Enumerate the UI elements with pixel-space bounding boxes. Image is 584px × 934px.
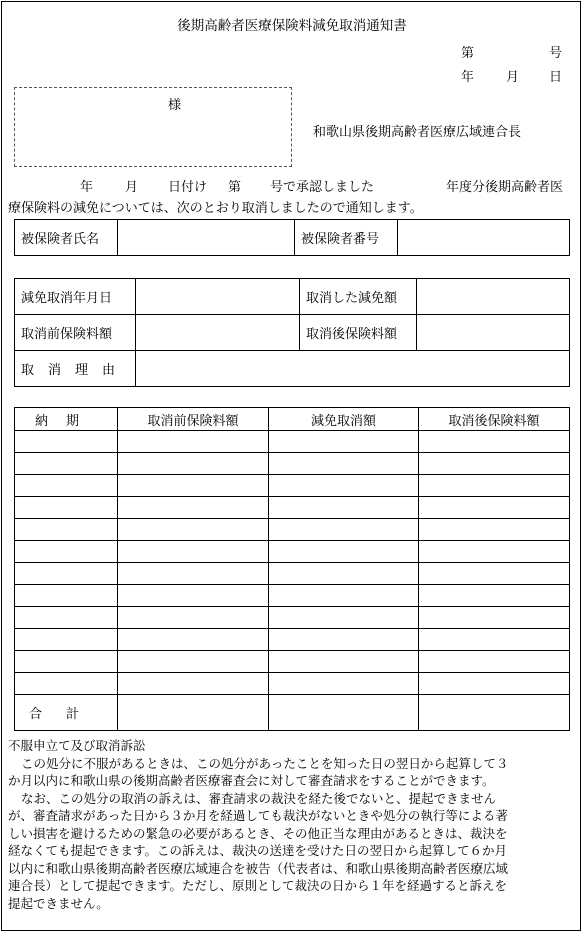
table-row	[15, 629, 570, 651]
number-label-gou: 号	[549, 46, 563, 61]
intro-dai: 第	[228, 180, 242, 195]
table-row	[15, 431, 570, 453]
total-label: 合計	[15, 695, 118, 731]
cancelled-amount-label: 取消した減免額	[300, 279, 417, 315]
col-header-nouki: 納期	[15, 408, 118, 431]
table-row	[15, 519, 570, 541]
table-row	[15, 673, 570, 695]
date-label-month: 月	[506, 70, 520, 85]
table-row	[15, 475, 570, 497]
appeal-para2-line3: しい損害を避けるための緊急の必要があるとき、その他正当な理由があるときは、裁決を	[8, 825, 508, 841]
table-row	[15, 585, 570, 607]
reason-value	[136, 351, 570, 387]
appeal-para1-line2: か月以内に和歌山県の後期高齢者医療審査会に対して審査請求をすることができます。	[8, 773, 495, 788]
table-row	[15, 563, 570, 585]
issuer-name: 和歌山県後期高齢者医療広域連合長	[313, 125, 522, 140]
table-row	[15, 497, 570, 519]
appeal-para1-line1: この処分に不服があるときは、この処分があったことを知った日の翌日から起算して３	[21, 755, 509, 771]
insured-name-value	[118, 220, 295, 256]
before-amount-label: 取消前保険料額	[15, 315, 136, 351]
intro-date: 日付け	[168, 180, 208, 195]
cancel-date-value	[136, 279, 300, 315]
total-after-value	[419, 695, 570, 731]
number-label-dai: 第	[461, 46, 475, 61]
table-row	[15, 453, 570, 475]
insured-number-label: 被保険者番号	[295, 220, 398, 256]
table-row	[15, 607, 570, 629]
insured-number-value	[398, 220, 570, 256]
intro-rest: 号で承認しました	[270, 180, 375, 195]
insured-name-label: 被保険者氏名	[15, 220, 118, 256]
appeal-heading: 不服申立て及び取消訴訟	[8, 738, 146, 753]
total-before-value	[118, 695, 269, 731]
date-label-year: 年	[461, 70, 475, 85]
col-header-before: 取消前保険料額	[118, 408, 269, 431]
date-label-day: 日	[549, 70, 563, 85]
intro-line2: 療保険料の減免については、次のとおり取消しましたので通知します。	[8, 201, 423, 216]
after-amount-label: 取消後保険料額	[300, 315, 417, 351]
appeal-notice	[8, 737, 578, 912]
table-row	[15, 651, 570, 673]
insured-table	[14, 219, 570, 256]
cancel-date-label: 減免取消年月日	[15, 279, 136, 315]
reason-label: 取消理由	[15, 351, 136, 387]
intro-month: 月	[125, 180, 139, 195]
total-reduction-value	[269, 695, 419, 731]
appeal-para2-line7: 提起できません。	[8, 895, 109, 911]
document-title: 後期高齢者医療保険料減免取消通知書	[177, 18, 407, 34]
after-amount-value	[417, 315, 570, 351]
intro-year: 年	[80, 180, 94, 195]
appeal-para2-line5: 以内に和歌山県後期高齢者医療広域連合を被告（代表者は、和歌山県後期高齢者医療広域	[8, 860, 509, 876]
cancelled-amount-value	[417, 279, 570, 315]
addressee-suffix: 様	[168, 98, 182, 113]
col-header-reduction: 減免取消額	[269, 408, 419, 431]
payment-table	[14, 407, 570, 731]
appeal-para2-line2: が、審査請求があった日から３か月を経過しても裁決がないときや処分の執行等による著	[8, 808, 508, 823]
appeal-para2-line1: なお、この処分の取消の訴えは、審査請求の裁決を経た後でないと、提起できません	[21, 790, 497, 806]
before-amount-value	[136, 315, 300, 351]
table-row	[15, 541, 570, 563]
total-row	[15, 695, 570, 731]
col-header-after: 取消後保険料額	[419, 408, 570, 431]
intro-fiscal: 年度分後期高齢者医	[446, 180, 564, 195]
cancel-table	[14, 278, 570, 387]
appeal-para2-line6: 連合長）として提起できます。ただし、原則として裁決の日から１年を経過すると訴えを	[8, 878, 508, 893]
appeal-para2-line4: 経なくても提起できます。この訴えは、裁決の送達を受けた日の翌日から起算して６か月	[8, 843, 508, 858]
addressee-box	[14, 87, 292, 167]
